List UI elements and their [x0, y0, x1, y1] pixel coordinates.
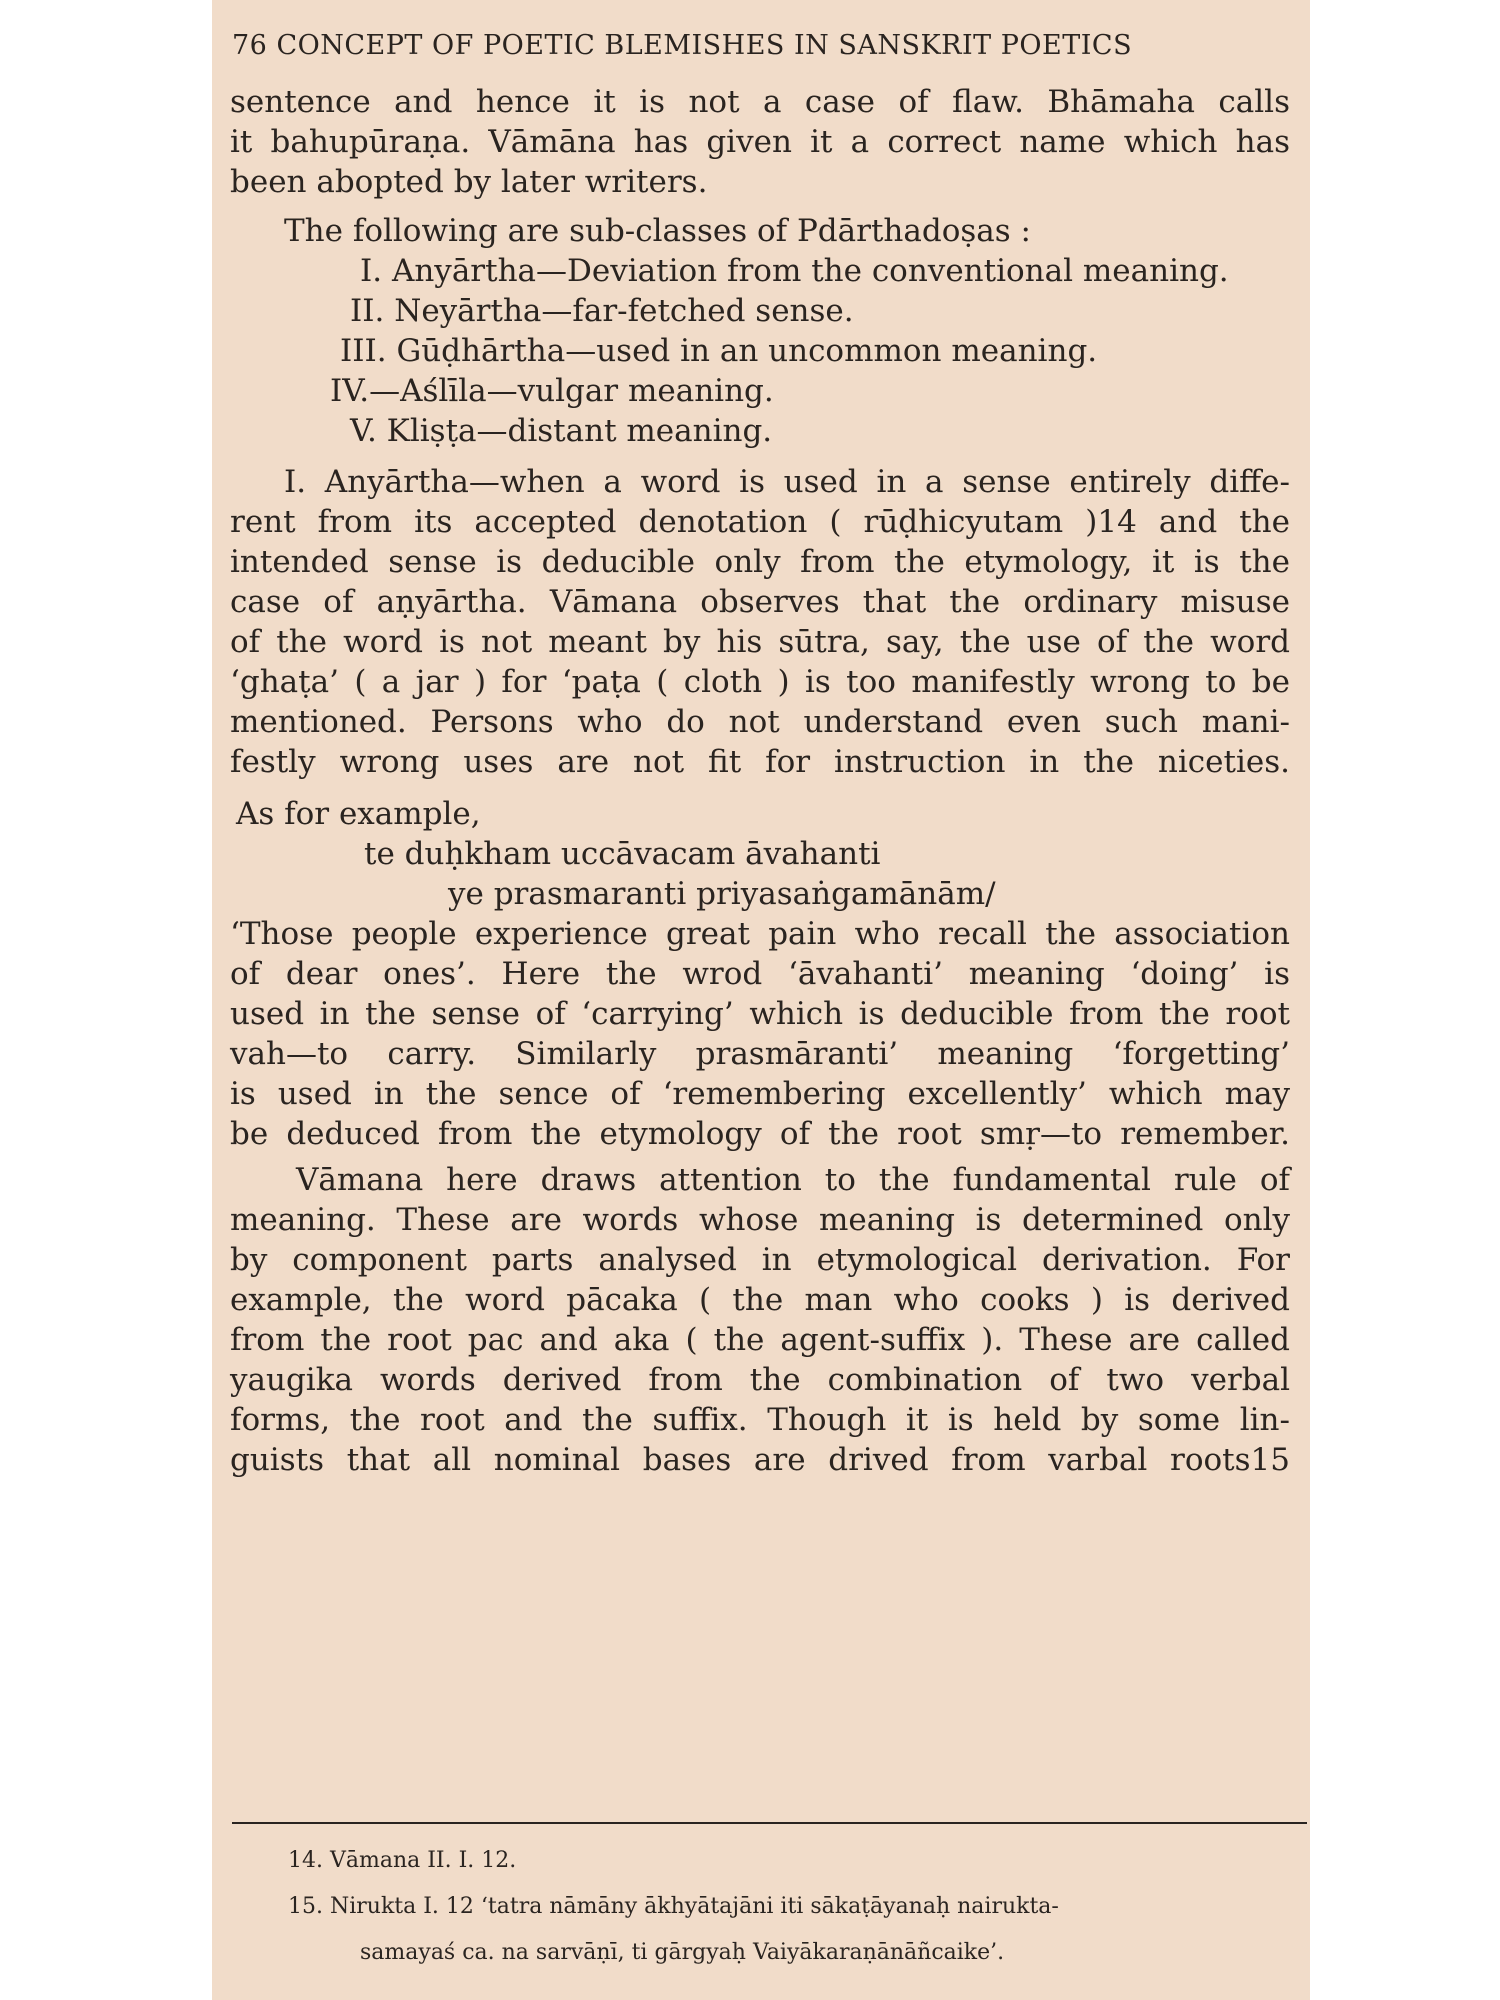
footnote: 15. Nirukta I. 12 ‘tatra nāmāny ākhyātajāni iti sākaṭāyanaḥ nairukta-	[288, 1894, 1059, 1919]
page-number: 76	[232, 30, 268, 61]
list-item: IV.—Aślīla—vulgar meaning.	[330, 373, 774, 409]
text-line: Vāmana here draws attention to the fundamental rule of	[296, 1162, 1290, 1198]
text-line: it bahupūraṇa. Vāmāna has given it a correct name which has	[230, 124, 1290, 160]
text-line: be deduced from the etymology of the root smṛ—to remember.	[230, 1116, 1290, 1152]
text-line: mentioned. Persons who do not understand even such mani-	[230, 704, 1290, 740]
text-line: example, the word pācaka ( the man who cooks ) is derived	[230, 1282, 1290, 1318]
list-item: II. Neyārtha—far-fetched sense.	[350, 293, 854, 329]
verse-line: te duḥkham uccāvacam āvahanti	[364, 836, 881, 872]
text-line: As for example,	[236, 796, 481, 832]
text-line: meaning. These are words whose meaning is determined only	[230, 1202, 1290, 1238]
text-line: by component parts analysed in etymological derivation. For	[230, 1242, 1290, 1278]
text-line: The following are sub-classes of Pdārthadoṣas :	[284, 213, 1031, 249]
text-line: festly wrong uses are not fit for instruction in the niceties.	[230, 744, 1290, 780]
text-line: ‘ghaṭa’ ( a jar ) for ‘paṭa ( cloth ) is too manifestly wrong to be	[230, 664, 1290, 700]
footnote: samayaś ca. na sarvāṇī, ti gārgyaḥ Vaiyākaraṇānāñcaike’.	[360, 1940, 1005, 1965]
running-header	[232, 30, 1132, 61]
list-item: V. Kliṣṭa—distant meaning.	[350, 413, 773, 449]
footnote: 14. Vāmana II. I. 12.	[288, 1848, 517, 1873]
text-line: yaugika words derived from the combination of two verbal	[230, 1362, 1290, 1398]
text-line: intended sense is deducible only from the etymology, it is the	[230, 544, 1290, 580]
text-line: of the word is not meant by his sūtra, say, the use of the word	[230, 624, 1290, 660]
text-line: guists that all nominal bases are drived from varbal roots15	[230, 1442, 1290, 1478]
running-title: CONCEPT OF POETIC BLEMISHES IN SANSKRIT POETICS	[276, 30, 1133, 61]
text-line: been abopted by later writers.	[230, 164, 708, 200]
text-line: forms, the root and the suffix. Though it is held by some lin-	[230, 1402, 1290, 1438]
footnote-rule	[232, 1822, 1307, 1824]
text-line: ‘Those people experience great pain who recall the association	[230, 916, 1290, 952]
text-line: rent from its accepted denotation ( rūḍhicyutam )14 and the	[230, 504, 1290, 540]
text-line: from the root pac and aka ( the agent-suffix ). These are called	[230, 1322, 1290, 1358]
book-page	[212, 0, 1310, 2000]
text-line: used in the sense of ‘carrying’ which is deducible from the root	[230, 996, 1290, 1032]
list-item: I. Anyārtha—Deviation from the conventional meaning.	[360, 253, 1229, 289]
text-line: sentence and hence it is not a case of flaw. Bhāmaha calls	[230, 84, 1290, 120]
text-line: is used in the sence of ‘remembering excellently’ which may	[230, 1076, 1290, 1112]
text-line: vah—to carry. Similarly prasmāranti’ meaning ‘forgetting’	[230, 1036, 1290, 1072]
text-line: I. Anyārtha—when a word is used in a sense entirely diffe-	[284, 464, 1290, 500]
verse-line: ye prasmaranti priyasaṅgamānām/	[448, 876, 996, 912]
text-line: case of aṇyārtha. Vāmana observes that the ordinary misuse	[230, 584, 1290, 620]
list-item: III. Gūḍhārtha—used in an uncommon meaning.	[340, 333, 1098, 369]
text-line: of dear ones’. Here the wrod ‘āvahanti’ meaning ‘doing’ is	[230, 956, 1290, 992]
